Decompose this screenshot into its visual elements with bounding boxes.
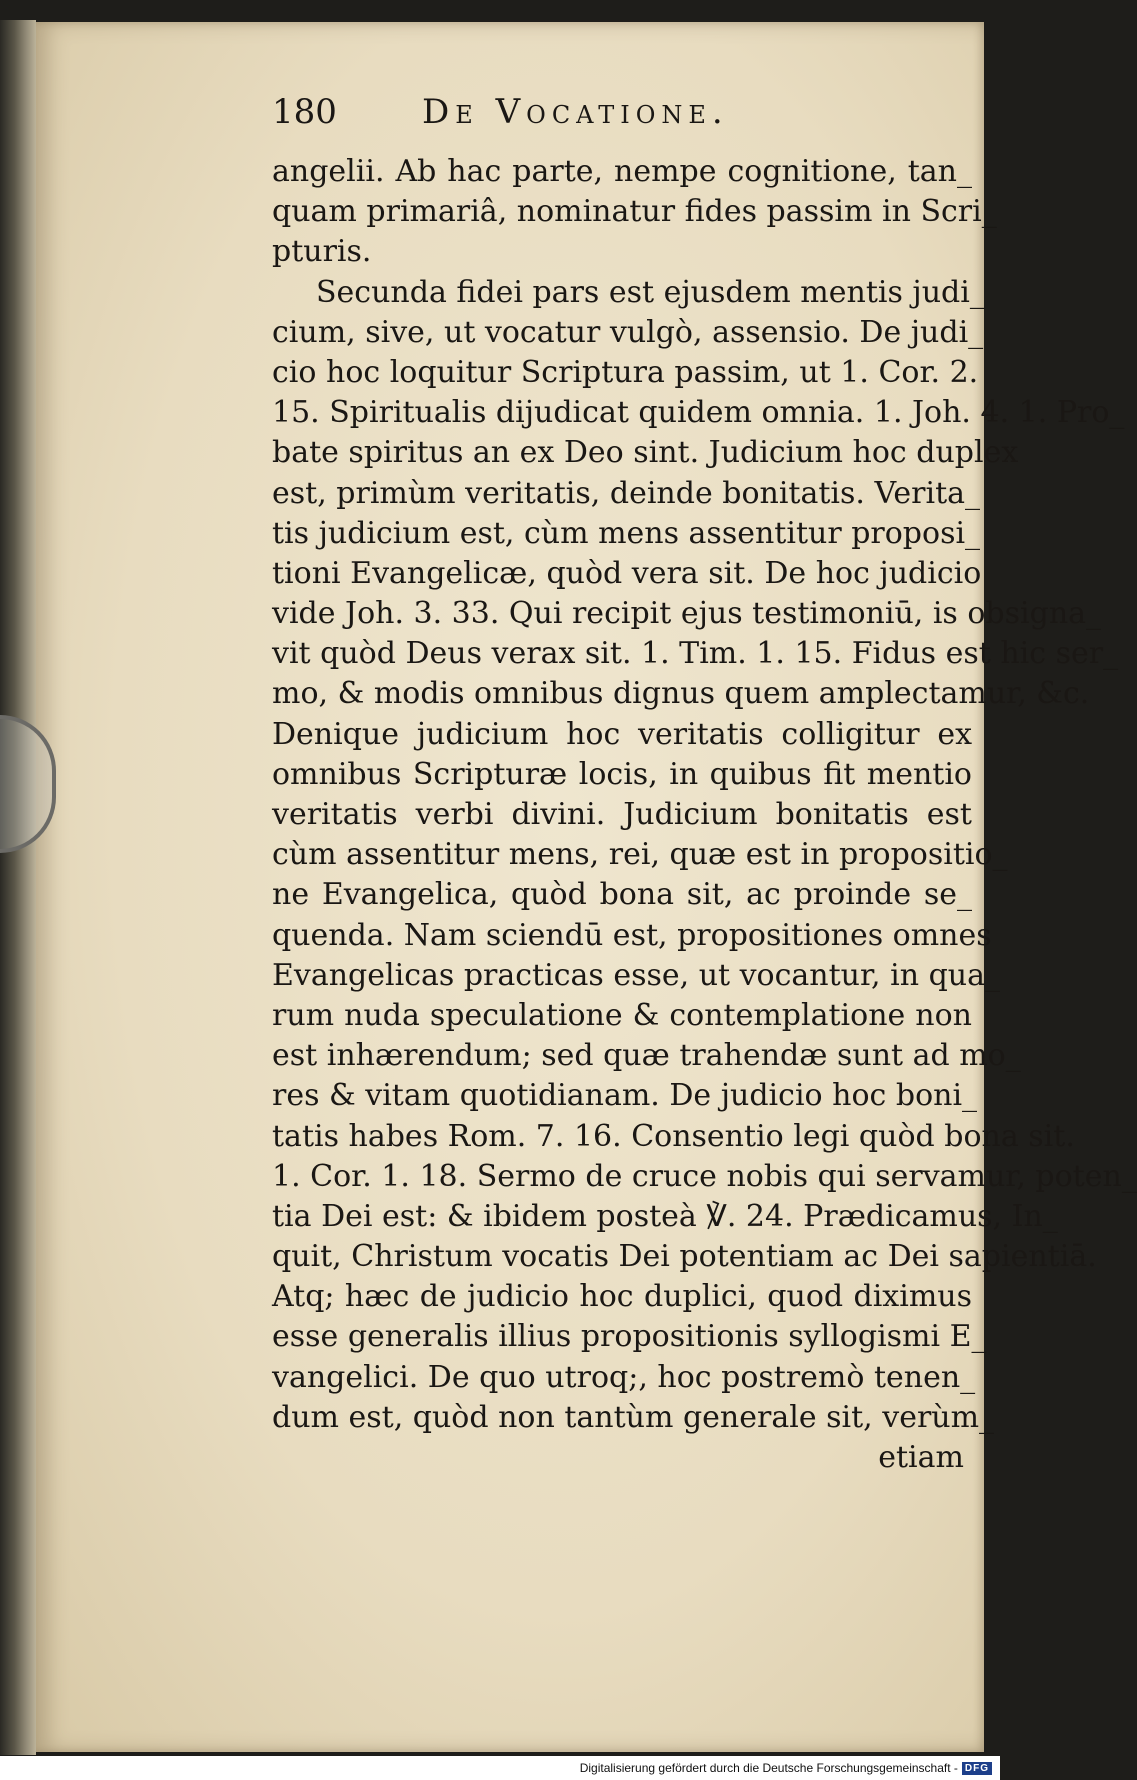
text-line: tia Dei est: & ibidem posteà ℣. 24. Prædicamus, In_ <box>272 1198 1058 1234</box>
text-line: vide Joh. 3. 33. Qui recipit ejus testimoniū, is obsigna_ <box>272 596 1102 632</box>
page-header <box>272 92 972 152</box>
text-line: 1. Cor. 1. 18. Sermo de cruce nobis qui servamur, poten_ <box>272 1158 1137 1194</box>
catchword: etiam <box>878 1440 964 1475</box>
text-line: est, primùm veritatis, deinde bonitatis. Verita_ <box>272 475 981 511</box>
text-line: bate spiritus an ex Deo sint. Judicium hoc duplex <box>272 435 1019 471</box>
text-line: tatis habes Rom. 7. 16. Consentio legi quòd bona sit. <box>272 1118 1075 1154</box>
text-line: quenda. Nam sciendū est, propositiones omnes <box>272 917 992 953</box>
text-line: Secunda fidei pars est ejusdem mentis judi_ <box>316 274 985 310</box>
text-line: angelii. Ab hac parte, nempe cognitione, tan_ <box>272 154 972 189</box>
text-line: res & vitam quotidianam. De judicio hoc boni_ <box>272 1078 978 1114</box>
text-line: Atq; hæc de judicio hoc duplici, quod diximus <box>272 1279 972 1315</box>
text-line: dum est, quòd non tantùm generale sit, verùm_ <box>272 1399 995 1435</box>
text-line: cium, sive, ut vocatur vulgò, assensio. De judi_ <box>272 314 984 350</box>
text-line: esse generalis illius propositionis syllogismi E_ <box>272 1319 987 1355</box>
page-number: 180 <box>272 92 337 132</box>
text-line: ne Evangelica, quòd bona sit, ac proinde se_ <box>272 877 972 913</box>
footer-credit: Digitalisierung gefördert durch die Deutsche Forschungsgemeinschaft - <box>579 1761 958 1775</box>
text-line: rum nuda speculatione & contemplatione non <box>272 997 972 1033</box>
text-line: tioni Evangelicæ, quòd vera sit. De hoc judicio <box>272 555 982 591</box>
text-line: quit, Christum vocatis Dei potentiam ac Dei sapientiā. <box>272 1239 1097 1275</box>
page-content <box>272 92 1137 1475</box>
book-spine <box>0 20 36 1755</box>
text-line: veritatis verbi divini. Judicium bonitatis est <box>272 797 972 832</box>
text-line: est inhærendum; sed quæ trahendæ sunt ad mo_ <box>272 1038 1021 1074</box>
running-title: De Vocatione. <box>422 92 729 132</box>
text-line: vit quòd Deus verax sit. 1. Tim. 1. 15. Fidus est hic ser_ <box>272 636 1119 672</box>
text-body <box>272 152 1137 1438</box>
text-line: cùm assentitur mens, rei, quæ est in propositio_ <box>272 837 1008 873</box>
text-line: Evangelicas practicas esse, ut vocantur, in qua_ <box>272 957 1000 993</box>
book-page <box>36 22 1137 1752</box>
text-line: pturis. <box>272 234 372 270</box>
text-line: tis judicium est, cùm mens assentitur proposi_ <box>272 515 981 551</box>
text-line: cio hoc loquitur Scriptura passim, ut 1. Cor. 2. <box>272 354 979 390</box>
text-line: mo, & modis omnibus dignus quem amplectamur, &c. <box>272 676 1090 712</box>
text-line: Denique judicium hoc veritatis colligitur ex <box>272 716 972 752</box>
text-line: omnibus Scripturæ locis, in quibus fit mentio <box>272 756 972 792</box>
text-line: 15. Spiritualis dijudicat quidem omnia. 1. Joh. 4. 1. Pro_ <box>272 395 1125 431</box>
text-line: vangelici. De quo utroq;, hoc postremò tenen_ <box>272 1359 976 1395</box>
text-line: quam primariâ, nominatur fides passim in Scri_ <box>272 194 997 230</box>
digitization-footer <box>0 1756 1000 1780</box>
dfg-logo-icon: DFG <box>962 1762 992 1775</box>
